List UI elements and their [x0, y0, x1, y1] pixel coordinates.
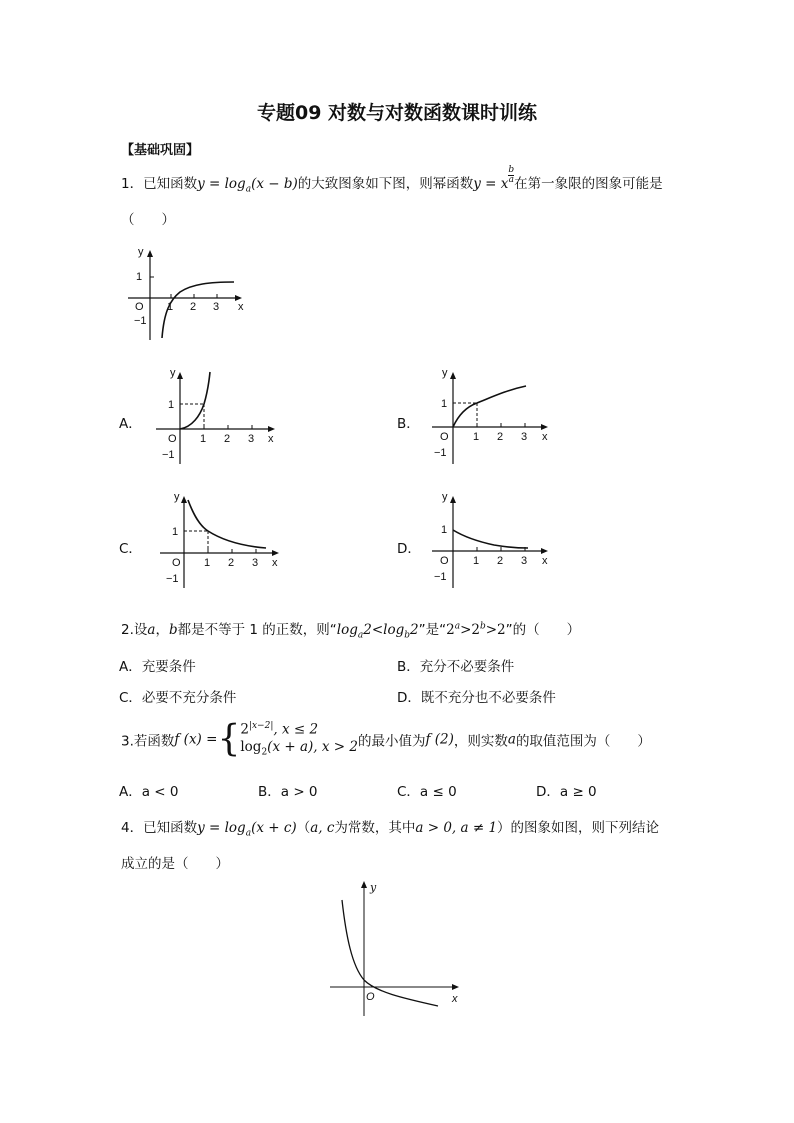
q1-option-a-label[interactable]: A． — [119, 416, 142, 432]
tick-1-x: 1 — [473, 431, 480, 443]
origin-label: O — [168, 433, 177, 445]
origin-label: O — [440, 431, 449, 443]
x-axis-arrow-icon — [272, 550, 279, 556]
q2-option-b[interactable]: B．充分不必要条件 — [397, 659, 515, 675]
q2-option-a[interactable]: A．充要条件 — [119, 659, 196, 675]
q2-condition-2: $2^a>2^b>2$ — [446, 621, 506, 638]
q2-option-d[interactable]: D．既不充分也不必要条件 — [397, 690, 556, 706]
power-curve — [453, 386, 526, 427]
question-1-paren: （ ） — [121, 212, 175, 228]
q1-option-c-graph[interactable] — [150, 488, 290, 592]
origin-label: O — [172, 557, 181, 569]
x-axis-arrow-icon — [541, 548, 548, 554]
q3-option-b[interactable]: B．a > 0 — [258, 784, 318, 800]
piecewise-brace: { — [217, 718, 241, 760]
q1-tail: 在第一象限的图象可能是 — [514, 176, 663, 192]
tick-3-x: 3 — [521, 555, 528, 567]
tick-2-x: 2 — [497, 431, 504, 443]
tick-3-x: 3 — [213, 301, 220, 313]
origin-label: O — [366, 991, 375, 1003]
exp-curve — [453, 530, 528, 548]
q2-option-c[interactable]: C．必要不充分条件 — [119, 690, 237, 706]
log-curve — [342, 900, 438, 1006]
y-label: y — [174, 491, 180, 503]
tick-1-y: 1 — [441, 524, 448, 536]
tick-3-x: 3 — [521, 431, 528, 443]
q1-option-b-label[interactable]: B． — [397, 416, 420, 432]
q1-main-graph — [118, 240, 258, 342]
x-label: x — [542, 431, 548, 443]
tick-2-x: 2 — [224, 433, 231, 445]
q2-condition-1: $\log_a2<\log_b2$ — [336, 622, 419, 641]
tick-1-y: 1 — [172, 526, 179, 538]
q4-graph — [326, 876, 466, 1018]
q1-mid: 的大致图象如下图，则幂函数 — [297, 176, 474, 192]
tick-2-x: 2 — [497, 555, 504, 567]
tick-3-x: 3 — [248, 433, 255, 445]
question-4-line-2: 成立的是（ ） — [121, 856, 229, 872]
tick-2-x: 2 — [228, 557, 235, 569]
origin-label: O — [135, 301, 144, 313]
x-axis-arrow-icon — [268, 426, 275, 432]
tick-1-x: 1 — [167, 301, 174, 313]
power-curve — [188, 500, 266, 548]
q3-option-d[interactable]: D．a ≥ 0 — [536, 784, 597, 800]
q1-option-a-graph[interactable] — [146, 364, 286, 468]
section-heading: 【基础巩固】 — [121, 143, 200, 158]
piecewise-cases: $2^{|x-2|}$, x ≤ 2 $\log_2(x + a)$, x > 2 — [240, 721, 358, 758]
question-4-line-1: 4．已知函数$y = \log_a(x + c)(a$, c为常数，其中a > 0, a ≠ 1）的图象如图，则下列结论 — [121, 820, 660, 839]
x-axis-arrow-icon — [541, 424, 548, 430]
q1-option-b-graph[interactable] — [422, 364, 562, 468]
y-axis-arrow-icon — [450, 496, 456, 503]
question-2: 2.设a，b都是不等于 1 的正数，则“$\log_a2<\log_b2$”是“$2^a>2^b>2$”的（ ） — [121, 621, 581, 641]
q3-fx: f (x) = — [174, 731, 218, 748]
x-label: x — [272, 557, 278, 569]
tick-1-x: 1 — [473, 555, 480, 567]
tick-1-y: 1 — [136, 271, 143, 283]
tick-1-y: 1 — [441, 398, 448, 410]
tick-1-x: 1 — [204, 557, 211, 569]
q1-option-d-graph[interactable] — [422, 488, 562, 592]
tick-neg1-y: −1 — [166, 573, 179, 585]
y-label: y — [370, 881, 377, 894]
tick-neg1-y: −1 — [162, 449, 175, 461]
x-axis-arrow-icon — [452, 984, 459, 990]
tick-neg1-y: −1 — [434, 447, 447, 459]
y-label: y — [138, 246, 144, 258]
y-label: y — [170, 367, 176, 379]
tick-1-y: 1 — [168, 399, 175, 411]
x-label: x — [268, 433, 274, 445]
y-axis-arrow-icon — [450, 372, 456, 379]
y-label: y — [442, 367, 448, 379]
y-axis-arrow-icon — [147, 250, 153, 257]
tick-neg1-y: −1 — [134, 315, 147, 327]
x-label: x — [238, 301, 244, 313]
x-label: x — [452, 993, 458, 1005]
question-3: 3.若函数f (x) ={ $2^{|x-2|}$, x ≤ 2 $\log_2(x + a)$, x > 2 的最小值为f (2)，则实数a的取值范围为（ ） — [121, 718, 651, 760]
q1-option-d-label[interactable]: D． — [397, 541, 421, 557]
x-label: x — [542, 555, 548, 567]
power-curve — [180, 372, 210, 429]
tick-2-x: 2 — [190, 301, 197, 313]
q3-option-a[interactable]: A．a < 0 — [119, 784, 179, 800]
q1-power-function: y = x $\frac{b}{a}$ — [473, 165, 515, 192]
tick-1-x: 1 — [200, 433, 207, 445]
question-1-line-1 — [121, 165, 663, 195]
q1-option-c-label[interactable]: C． — [119, 541, 142, 557]
y-axis-arrow-icon — [181, 496, 187, 503]
tick-neg1-y: −1 — [434, 571, 447, 583]
y-axis-arrow-icon — [361, 881, 367, 888]
q1-lead: 1．已知函数 — [121, 176, 198, 192]
tick-3-x: 3 — [252, 557, 259, 569]
y-label: y — [442, 491, 448, 503]
y-axis-arrow-icon — [177, 372, 183, 379]
q3-option-c[interactable]: C．a ≤ 0 — [397, 784, 457, 800]
origin-label: O — [440, 555, 449, 567]
q1-function: $y = \log_a(x - b)$ — [197, 176, 298, 195]
page-title: 专题09 对数与对数函数课时训练 — [256, 102, 538, 124]
